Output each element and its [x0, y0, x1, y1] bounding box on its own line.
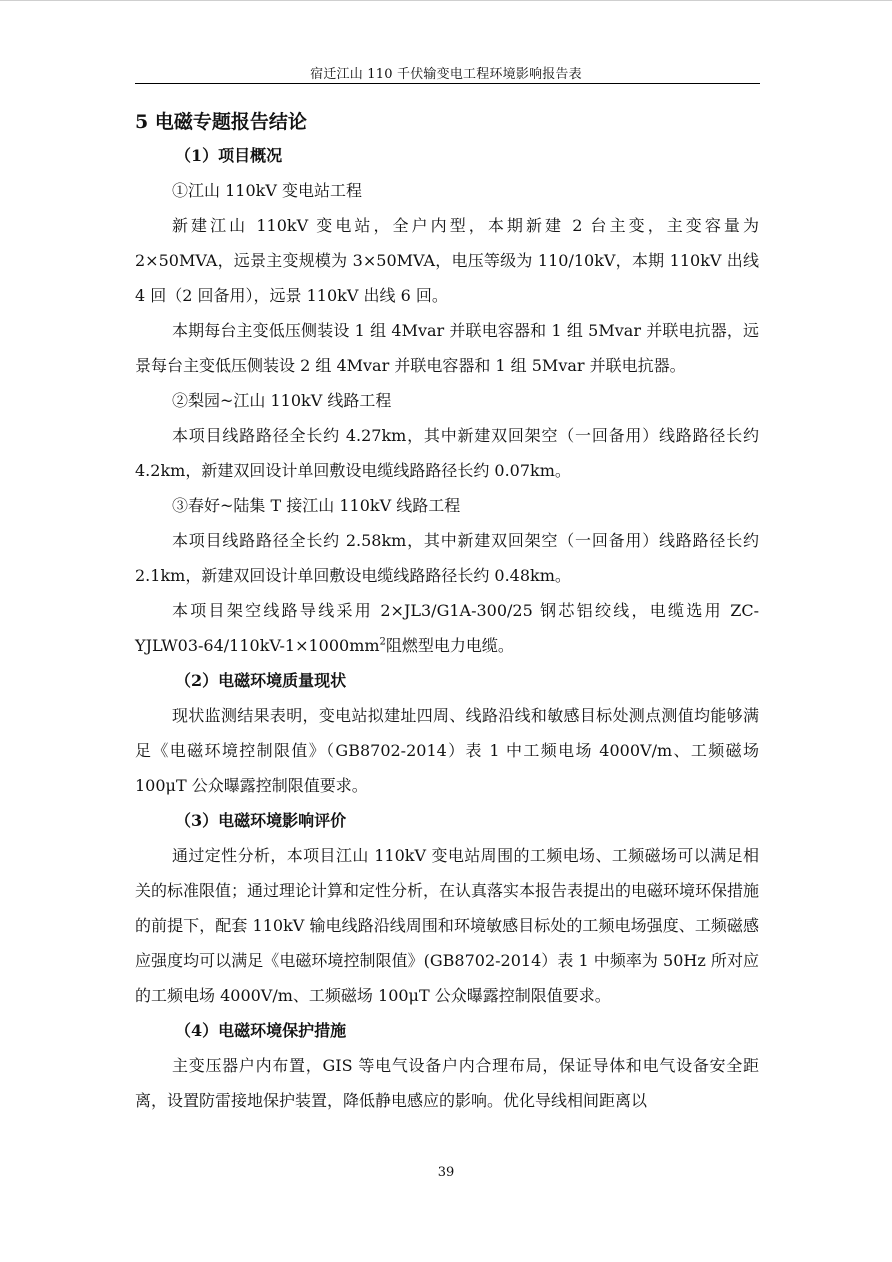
page-number: 39 [437, 1165, 455, 1180]
paragraph: 通过定性分析，本项目江山 110kV 变电站周围的工频电场、工频磁场可以满足相关的标准限值；通过理论计算和定性分析，在认真落实本报告表提出的电磁环境环保措施的前提下，配套 110kV 输电线路沿线周围和环境敏感目标处的工频电场强度、工频磁感应强度均可以满足《电磁环境控制限值》(GB8702-2014）表 1 中频率为 50Hz 所对应的工频电场 4000V/m、工频磁场 100μT 公众曝露控制限值要求。 [135, 846, 760, 1005]
paragraph: 本项目线路路径全长约 2.58km，其中新建双回架空（一回备用）线路路径长约 2.1km，新建双回设计单回敷设电缆线路路径长约 0.48km。 [135, 531, 759, 585]
paragraph: 现状监测结果表明，变电站拟建址四周、线路沿线和敏感目标处测点测值均能够满足《电磁环境控制限值》（GB8702-2014）表 1 中工频电场 4000V/m、工频磁场 100μT 公众曝露控制限值要求。 [135, 706, 759, 795]
subsection-heading-impact: （3）电磁环境影响评价 [175, 811, 347, 830]
paragraph-conductor-tail: 阻燃型电力电缆。 [385, 636, 514, 655]
item-title-line-1: ②梨园~江山 110kV 线路工程 [172, 391, 392, 410]
superscript: 2 [379, 636, 386, 648]
subsection-heading-quality: （2）电磁环境质量现状 [175, 671, 347, 690]
header-divider [135, 83, 760, 84]
running-header: 宿迁江山 110 千伏输变电工程环境影响报告表 [310, 67, 582, 82]
section-title: 5 电磁专题报告结论 [135, 111, 307, 133]
subsection-heading-overview: （1）项目概况 [175, 146, 283, 165]
paragraph-conductor [135, 593, 759, 663]
item-title-substation: ①江山 110kV 变电站工程 [172, 181, 362, 200]
paragraph: 本项目线路路径全长约 4.27km，其中新建双回架空（一回备用）线路路径长约 4.2km，新建双回设计单回敷设电缆线路路径长约 0.07km。 [135, 426, 759, 480]
subsection-heading-protection: （4）电磁环境保护措施 [175, 1021, 347, 1040]
page-body [135, 106, 759, 1118]
paragraph: 本期每台主变低压侧装设 1 组 4Mvar 并联电容器和 1 组 5Mvar 并联电抗器，远景每台主变低压侧装设 2 组 4Mvar 并联电容器和 1 组 5Mvar 并联电抗器。 [135, 321, 759, 375]
page-top-border [0, 0, 892, 1]
item-title-line-2: ③春好~陆集 T 接江山 110kV 线路工程 [172, 496, 461, 515]
paragraph-conductor-text: 本项目架空线路导线采用 2×JL3/G1A-300/25 钢芯铝绞线，电缆选用 ZC-YJLW03-64/110kV-1×1000mm [135, 601, 759, 655]
paragraph: 主变压器户内布置，GIS 等电气设备户内合理布局，保证导体和电气设备安全距离，设置防雷接地保护装置，降低静电感应的影响。优化导线相间距离以 [135, 1056, 759, 1110]
paragraph: 新建江山 110kV 变电站，全户内型，本期新建 2 台主变，主变容量为 2×50MVA，远景主变规模为 3×50MVA，电压等级为 110/10kV，本期 110kV 出线 4 回（2 回备用），远景 110kV 出线 6 回。 [135, 216, 759, 305]
